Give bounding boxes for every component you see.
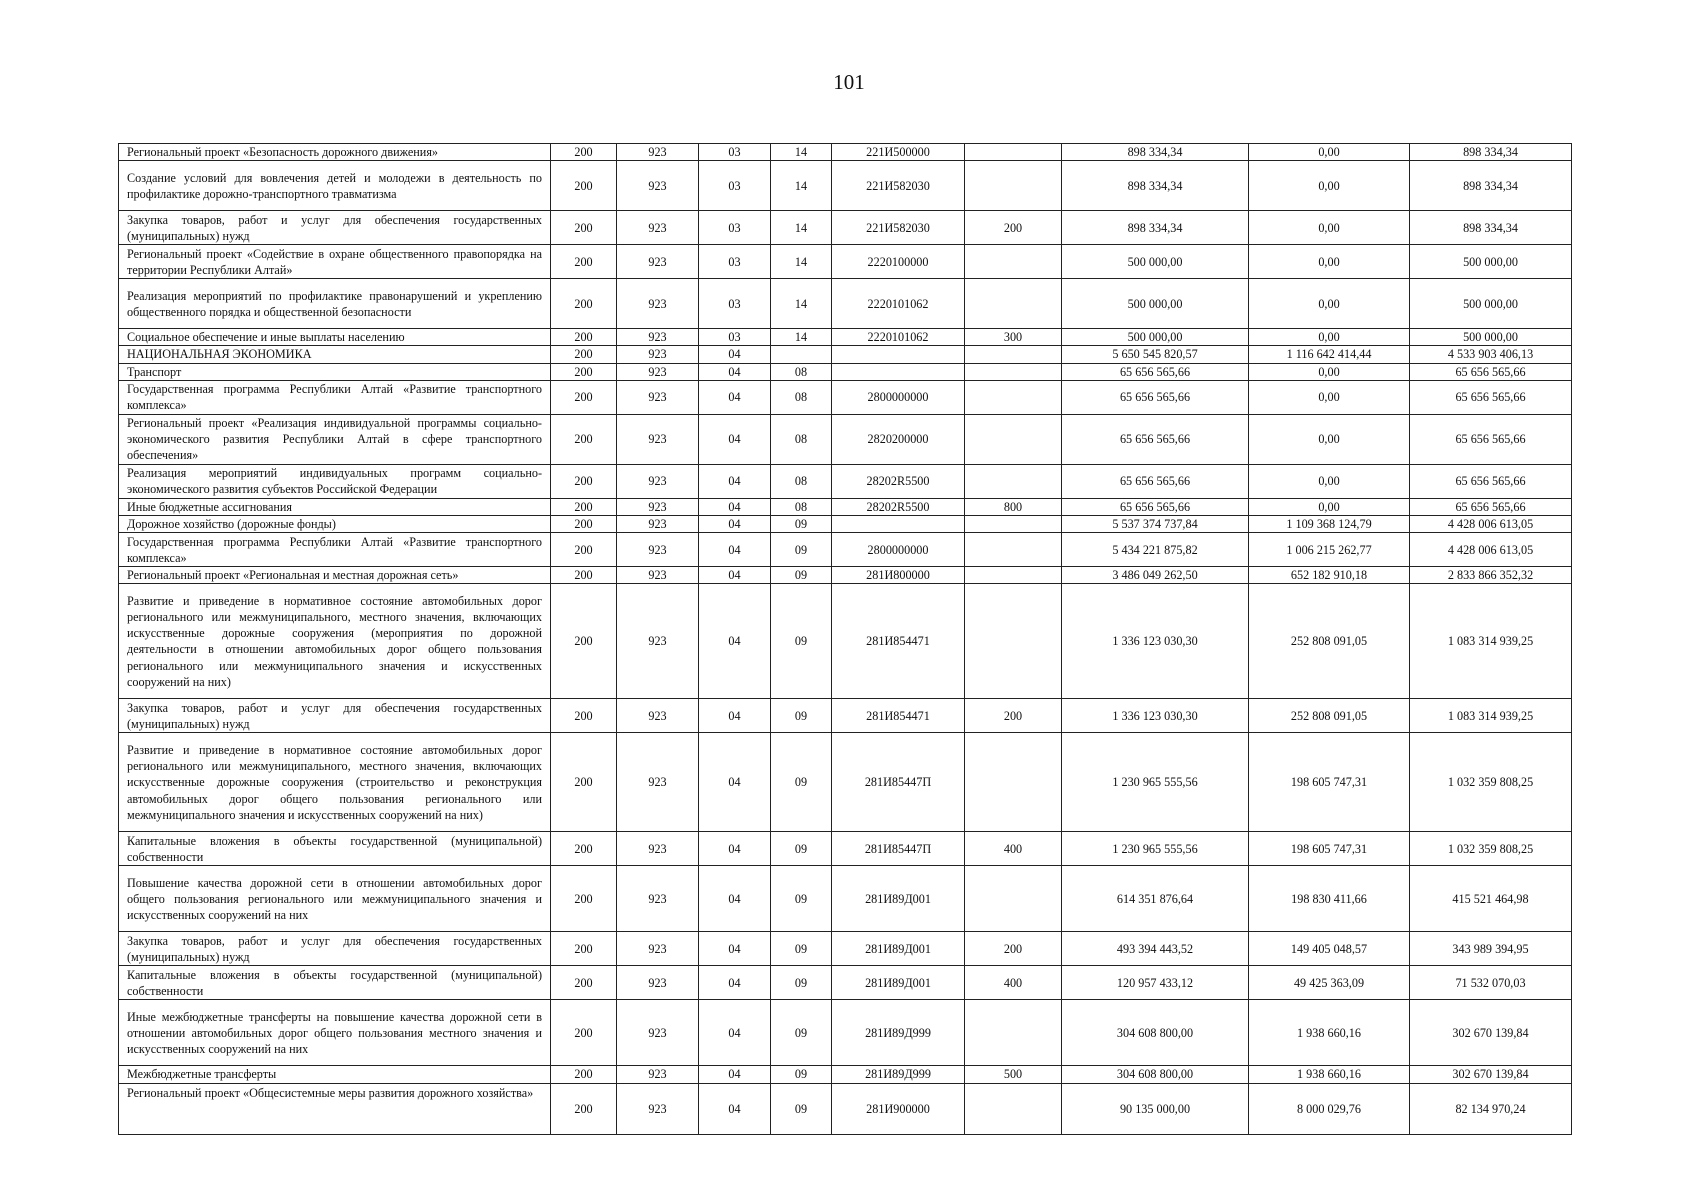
row-code-cell: 200 [551,498,617,515]
row-amount-1-cell: 5 434 221 875,82 [1062,533,1249,567]
row-subsection-cell: 08 [771,414,832,464]
row-name-cell: Региональный проект «Общесистемные меры развития дорожного хозяйства» [119,1083,551,1134]
row-target-article-cell: 221И500000 [832,144,965,161]
row-section-cell: 04 [699,733,771,832]
row-amount-2-cell: 0,00 [1249,498,1410,515]
table-row [119,464,1572,498]
row-amount-3-cell: 65 656 565,66 [1410,363,1572,380]
row-code-cell: 200 [551,161,617,211]
table-row [119,380,1572,414]
row-expense-type-cell [965,1083,1062,1134]
row-amount-3-cell: 500 000,00 [1410,279,1572,329]
row-code-cell: 200 [551,516,617,533]
row-dept-code-cell: 923 [617,966,699,1000]
row-dept-code-cell: 923 [617,733,699,832]
row-code-cell: 200 [551,211,617,245]
row-amount-3-cell: 65 656 565,66 [1410,498,1572,515]
row-section-cell: 04 [699,498,771,515]
row-subsection-cell: 09 [771,866,832,932]
row-dept-code-cell: 923 [617,584,699,699]
row-expense-type-cell: 800 [965,498,1062,515]
row-section-cell: 04 [699,1000,771,1066]
row-subsection-cell: 08 [771,464,832,498]
row-section-cell: 04 [699,584,771,699]
table-row [119,966,1572,1000]
row-amount-2-cell: 8 000 029,76 [1249,1083,1410,1134]
table-row [119,699,1572,733]
row-expense-type-cell: 200 [965,211,1062,245]
row-name-cell: Капитальные вложения в объекты государственной (муниципальной) собственности [119,966,551,1000]
row-target-article-cell: 281И900000 [832,1083,965,1134]
row-amount-1-cell: 614 351 876,64 [1062,866,1249,932]
row-target-article-cell: 281И89Д999 [832,1066,965,1083]
row-expense-type-cell [965,866,1062,932]
row-target-article-cell: 2800000000 [832,533,965,567]
row-code-cell: 200 [551,329,617,346]
row-expense-type-cell [965,533,1062,567]
row-amount-2-cell: 1 938 660,16 [1249,1000,1410,1066]
row-expense-type-cell [965,161,1062,211]
table-row [119,144,1572,161]
row-subsection-cell: 09 [771,516,832,533]
row-expense-type-cell [965,245,1062,279]
row-name-cell: Региональный проект «Реализация индивидуальной программы социально-экономического развития Республики Алтай в сфере транспортного обеспечения» [119,414,551,464]
row-section-cell: 04 [699,966,771,1000]
row-code-cell: 200 [551,966,617,1000]
row-target-article-cell: 281И85447П [832,832,965,866]
row-amount-3-cell: 4 428 006 613,05 [1410,516,1572,533]
row-subsection-cell: 09 [771,966,832,1000]
row-section-cell: 04 [699,464,771,498]
row-amount-3-cell: 500 000,00 [1410,329,1572,346]
table-row [119,866,1572,932]
row-amount-1-cell: 65 656 565,66 [1062,498,1249,515]
row-amount-3-cell: 500 000,00 [1410,245,1572,279]
row-amount-3-cell: 343 989 394,95 [1410,932,1572,966]
row-section-cell: 04 [699,533,771,567]
row-amount-1-cell: 898 334,34 [1062,211,1249,245]
table-row [119,414,1572,464]
row-subsection-cell: 08 [771,498,832,515]
row-expense-type-cell [965,464,1062,498]
row-section-cell: 04 [699,363,771,380]
row-amount-1-cell: 1 336 123 030,30 [1062,699,1249,733]
row-target-article-cell: 2820200000 [832,414,965,464]
row-subsection-cell: 09 [771,1083,832,1134]
row-amount-3-cell: 1 083 314 939,25 [1410,699,1572,733]
row-section-cell: 03 [699,144,771,161]
row-amount-1-cell: 5 650 545 820,57 [1062,346,1249,363]
row-amount-2-cell: 0,00 [1249,329,1410,346]
row-expense-type-cell [965,279,1062,329]
row-dept-code-cell: 923 [617,866,699,932]
row-section-cell: 03 [699,161,771,211]
row-amount-2-cell: 252 808 091,05 [1249,699,1410,733]
row-amount-1-cell: 304 608 800,00 [1062,1000,1249,1066]
row-amount-1-cell: 65 656 565,66 [1062,380,1249,414]
row-expense-type-cell [965,516,1062,533]
table-row [119,1066,1572,1083]
row-amount-1-cell: 65 656 565,66 [1062,363,1249,380]
row-amount-2-cell: 1 006 215 262,77 [1249,533,1410,567]
row-amount-2-cell: 0,00 [1249,211,1410,245]
row-subsection-cell: 09 [771,699,832,733]
table-row [119,832,1572,866]
row-code-cell: 200 [551,245,617,279]
row-amount-2-cell: 149 405 048,57 [1249,932,1410,966]
row-target-article-cell: 2220101062 [832,329,965,346]
row-expense-type-cell [965,346,1062,363]
row-expense-type-cell [965,733,1062,832]
row-amount-3-cell: 1 083 314 939,25 [1410,584,1572,699]
row-amount-2-cell: 1 116 642 414,44 [1249,346,1410,363]
row-code-cell: 200 [551,932,617,966]
table-row [119,516,1572,533]
row-amount-2-cell: 0,00 [1249,279,1410,329]
row-dept-code-cell: 923 [617,1066,699,1083]
row-code-cell: 200 [551,533,617,567]
row-amount-1-cell: 65 656 565,66 [1062,414,1249,464]
row-name-cell: Реализация мероприятий по профилактике правонарушений и укреплению общественного порядка и общественной безопасности [119,279,551,329]
row-subsection-cell [771,346,832,363]
row-section-cell: 04 [699,380,771,414]
row-name-cell: Создание условий для вовлечения детей и молодежи в деятельность по профилактике дорожно-транспортного травматизма [119,161,551,211]
row-amount-1-cell: 898 334,34 [1062,161,1249,211]
row-dept-code-cell: 923 [617,245,699,279]
row-section-cell: 04 [699,699,771,733]
row-name-cell: Развитие и приведение в нормативное состояние автомобильных дорог регионального или межмуниципального, местного значения, включающих искусственные дорожные сооружения (строительство и реконструкция автомобильных дорог общего пользования регионального или межмуниципального значения и искусственных сооружений на них) [119,733,551,832]
row-code-cell: 200 [551,733,617,832]
row-expense-type-cell [965,584,1062,699]
row-name-cell: Региональный проект «Региональная и местная дорожная сеть» [119,567,551,584]
row-target-article-cell: 28202R5500 [832,464,965,498]
row-section-cell: 04 [699,932,771,966]
row-expense-type-cell: 200 [965,699,1062,733]
table-row [119,329,1572,346]
row-subsection-cell: 09 [771,533,832,567]
table-row [119,733,1572,832]
row-expense-type-cell: 500 [965,1066,1062,1083]
table-row [119,533,1572,567]
row-name-cell: Закупка товаров, работ и услуг для обеспечения государственных (муниципальных) нужд [119,699,551,733]
row-name-cell: НАЦИОНАЛЬНАЯ ЭКОНОМИКА [119,346,551,363]
row-code-cell: 200 [551,699,617,733]
row-amount-2-cell: 198 605 747,31 [1249,832,1410,866]
row-target-article-cell [832,346,965,363]
row-target-article-cell: 281И89Д001 [832,866,965,932]
row-amount-2-cell: 0,00 [1249,363,1410,380]
row-amount-1-cell: 120 957 433,12 [1062,966,1249,1000]
row-subsection-cell: 14 [771,161,832,211]
row-amount-1-cell: 1 230 965 555,56 [1062,733,1249,832]
row-section-cell: 04 [699,1066,771,1083]
row-amount-2-cell: 652 182 910,18 [1249,567,1410,584]
row-name-cell: Развитие и приведение в нормативное состояние автомобильных дорог регионального или межмуниципального, местного значения, включающих искусственные дорожные сооружения (мероприятия по дорожной деятельности в отношении автомобильных дорог общего пользования регионального или межмуниципального значения и искусственных сооружений на них) [119,584,551,699]
row-subsection-cell: 09 [771,584,832,699]
row-dept-code-cell: 923 [617,161,699,211]
row-amount-2-cell: 198 830 411,66 [1249,866,1410,932]
row-target-article-cell: 2800000000 [832,380,965,414]
row-name-cell: Межбюджетные трансферты [119,1066,551,1083]
row-dept-code-cell: 923 [617,1083,699,1134]
row-dept-code-cell: 923 [617,567,699,584]
row-code-cell: 200 [551,1000,617,1066]
row-target-article-cell: 221И582030 [832,211,965,245]
row-expense-type-cell [965,1000,1062,1066]
row-dept-code-cell: 923 [617,329,699,346]
row-name-cell: Государственная программа Республики Алтай «Развитие транспортного комплекса» [119,533,551,567]
row-dept-code-cell: 923 [617,1000,699,1066]
row-dept-code-cell: 923 [617,932,699,966]
row-amount-3-cell: 302 670 139,84 [1410,1000,1572,1066]
table-row [119,346,1572,363]
row-amount-2-cell: 1 109 368 124,79 [1249,516,1410,533]
row-target-article-cell: 281И854471 [832,584,965,699]
table-row [119,363,1572,380]
row-amount-2-cell: 0,00 [1249,144,1410,161]
table-row [119,211,1572,245]
table-row [119,1083,1572,1134]
row-amount-3-cell: 71 532 070,03 [1410,966,1572,1000]
budget-table [118,143,1572,1135]
row-amount-3-cell: 898 334,34 [1410,161,1572,211]
row-subsection-cell: 09 [771,832,832,866]
row-section-cell: 04 [699,516,771,533]
row-expense-type-cell [965,363,1062,380]
row-code-cell: 200 [551,279,617,329]
row-section-cell: 04 [699,1083,771,1134]
table-row [119,584,1572,699]
row-subsection-cell: 09 [771,932,832,966]
row-name-cell: Дорожное хозяйство (дорожные фонды) [119,516,551,533]
row-name-cell: Социальное обеспечение и иные выплаты населению [119,329,551,346]
row-code-cell: 200 [551,866,617,932]
row-amount-3-cell: 82 134 970,24 [1410,1083,1572,1134]
row-amount-1-cell: 304 608 800,00 [1062,1066,1249,1083]
row-code-cell: 200 [551,414,617,464]
row-dept-code-cell: 923 [617,346,699,363]
row-amount-2-cell: 0,00 [1249,414,1410,464]
row-amount-2-cell: 49 425 363,09 [1249,966,1410,1000]
table-row [119,567,1572,584]
row-name-cell: Реализация мероприятий индивидуальных программ социально-экономического развития субъектов Российской Федерации [119,464,551,498]
row-dept-code-cell: 923 [617,699,699,733]
row-dept-code-cell: 923 [617,279,699,329]
table-body [119,144,1572,1135]
row-subsection-cell: 08 [771,363,832,380]
row-dept-code-cell: 923 [617,380,699,414]
row-section-cell: 03 [699,279,771,329]
row-target-article-cell: 281И89Д999 [832,1000,965,1066]
row-dept-code-cell: 923 [617,498,699,515]
row-target-article-cell: 281И854471 [832,699,965,733]
row-amount-1-cell: 90 135 000,00 [1062,1083,1249,1134]
row-subsection-cell: 14 [771,245,832,279]
row-amount-2-cell: 0,00 [1249,245,1410,279]
row-code-cell: 200 [551,380,617,414]
row-amount-3-cell: 1 032 359 808,25 [1410,832,1572,866]
row-dept-code-cell: 923 [617,363,699,380]
row-amount-1-cell: 500 000,00 [1062,245,1249,279]
row-dept-code-cell: 923 [617,832,699,866]
row-dept-code-cell: 923 [617,414,699,464]
row-amount-2-cell: 198 605 747,31 [1249,733,1410,832]
row-amount-1-cell: 1 336 123 030,30 [1062,584,1249,699]
row-section-cell: 03 [699,245,771,279]
row-amount-3-cell: 1 032 359 808,25 [1410,733,1572,832]
page-number: 101 [833,70,865,94]
row-amount-1-cell: 65 656 565,66 [1062,464,1249,498]
row-target-article-cell: 2220101062 [832,279,965,329]
row-code-cell: 200 [551,567,617,584]
row-subsection-cell: 14 [771,279,832,329]
row-amount-1-cell: 1 230 965 555,56 [1062,832,1249,866]
row-expense-type-cell [965,414,1062,464]
row-code-cell: 200 [551,363,617,380]
row-amount-3-cell: 4 428 006 613,05 [1410,533,1572,567]
row-target-article-cell [832,363,965,380]
row-amount-3-cell: 898 334,34 [1410,211,1572,245]
row-dept-code-cell: 923 [617,464,699,498]
row-target-article-cell: 28202R5500 [832,498,965,515]
row-amount-2-cell: 0,00 [1249,161,1410,211]
row-subsection-cell: 09 [771,1066,832,1083]
row-amount-1-cell: 500 000,00 [1062,329,1249,346]
row-dept-code-cell: 923 [617,144,699,161]
row-expense-type-cell [965,144,1062,161]
row-amount-1-cell: 898 334,34 [1062,144,1249,161]
row-name-cell: Закупка товаров, работ и услуг для обеспечения государственных (муниципальных) нужд [119,932,551,966]
row-expense-type-cell: 200 [965,932,1062,966]
row-amount-1-cell: 3 486 049 262,50 [1062,567,1249,584]
row-amount-3-cell: 65 656 565,66 [1410,464,1572,498]
row-name-cell: Иные бюджетные ассигнования [119,498,551,515]
row-subsection-cell: 09 [771,1000,832,1066]
row-target-article-cell: 281И85447П [832,733,965,832]
row-expense-type-cell: 400 [965,966,1062,1000]
row-amount-3-cell: 65 656 565,66 [1410,380,1572,414]
row-section-cell: 04 [699,866,771,932]
row-subsection-cell: 14 [771,144,832,161]
row-amount-2-cell: 0,00 [1249,380,1410,414]
row-section-cell: 04 [699,346,771,363]
table-row [119,245,1572,279]
row-amount-1-cell: 500 000,00 [1062,279,1249,329]
row-target-article-cell [832,516,965,533]
row-amount-3-cell: 898 334,34 [1410,144,1572,161]
row-amount-1-cell: 493 394 443,52 [1062,932,1249,966]
row-name-cell: Иные межбюджетные трансферты на повышение качества дорожной сети в отношении автомобильных дорог общего пользования местного значения и искусственных сооружений на них [119,1000,551,1066]
row-code-cell: 200 [551,584,617,699]
row-subsection-cell: 14 [771,329,832,346]
row-target-article-cell: 2220100000 [832,245,965,279]
row-name-cell: Транспорт [119,363,551,380]
row-section-cell: 04 [699,414,771,464]
row-expense-type-cell [965,380,1062,414]
row-section-cell: 03 [699,329,771,346]
row-subsection-cell: 08 [771,380,832,414]
row-amount-3-cell: 2 833 866 352,32 [1410,567,1572,584]
row-target-article-cell: 281И89Д001 [832,932,965,966]
row-target-article-cell: 281И800000 [832,567,965,584]
row-amount-2-cell: 0,00 [1249,464,1410,498]
row-subsection-cell: 14 [771,211,832,245]
row-section-cell: 04 [699,832,771,866]
row-code-cell: 200 [551,832,617,866]
row-dept-code-cell: 923 [617,211,699,245]
table-row [119,932,1572,966]
row-name-cell: Капитальные вложения в объекты государственной (муниципальной) собственности [119,832,551,866]
row-name-cell: Закупка товаров, работ и услуг для обеспечения государственных (муниципальных) нужд [119,211,551,245]
row-section-cell: 03 [699,211,771,245]
table-row [119,279,1572,329]
row-subsection-cell: 09 [771,567,832,584]
row-amount-3-cell: 415 521 464,98 [1410,866,1572,932]
row-name-cell: Повышение качества дорожной сети в отношении автомобильных дорог общего пользования регионального или межмуниципального значения и искусственных сооружений на них [119,866,551,932]
row-amount-3-cell: 302 670 139,84 [1410,1066,1572,1083]
row-amount-1-cell: 5 537 374 737,84 [1062,516,1249,533]
table-row [119,498,1572,515]
row-name-cell: Государственная программа Республики Алтай «Развитие транспортного комплекса» [119,380,551,414]
row-code-cell: 200 [551,346,617,363]
row-expense-type-cell [965,567,1062,584]
row-name-cell: Региональный проект «Содействие в охране общественного правопорядка на территории Республики Алтай» [119,245,551,279]
row-name-cell: Региональный проект «Безопасность дорожного движения» [119,144,551,161]
row-code-cell: 200 [551,1066,617,1083]
table-row [119,161,1572,211]
table-row [119,1000,1572,1066]
row-code-cell: 200 [551,1083,617,1134]
row-code-cell: 200 [551,144,617,161]
row-dept-code-cell: 923 [617,516,699,533]
row-amount-3-cell: 4 533 903 406,13 [1410,346,1572,363]
row-amount-2-cell: 1 938 660,16 [1249,1066,1410,1083]
row-expense-type-cell: 300 [965,329,1062,346]
row-amount-2-cell: 252 808 091,05 [1249,584,1410,699]
row-amount-3-cell: 65 656 565,66 [1410,414,1572,464]
row-target-article-cell: 221И582030 [832,161,965,211]
row-subsection-cell: 09 [771,733,832,832]
row-dept-code-cell: 923 [617,533,699,567]
row-target-article-cell: 281И89Д001 [832,966,965,1000]
row-section-cell: 04 [699,567,771,584]
row-code-cell: 200 [551,464,617,498]
row-expense-type-cell: 400 [965,832,1062,866]
